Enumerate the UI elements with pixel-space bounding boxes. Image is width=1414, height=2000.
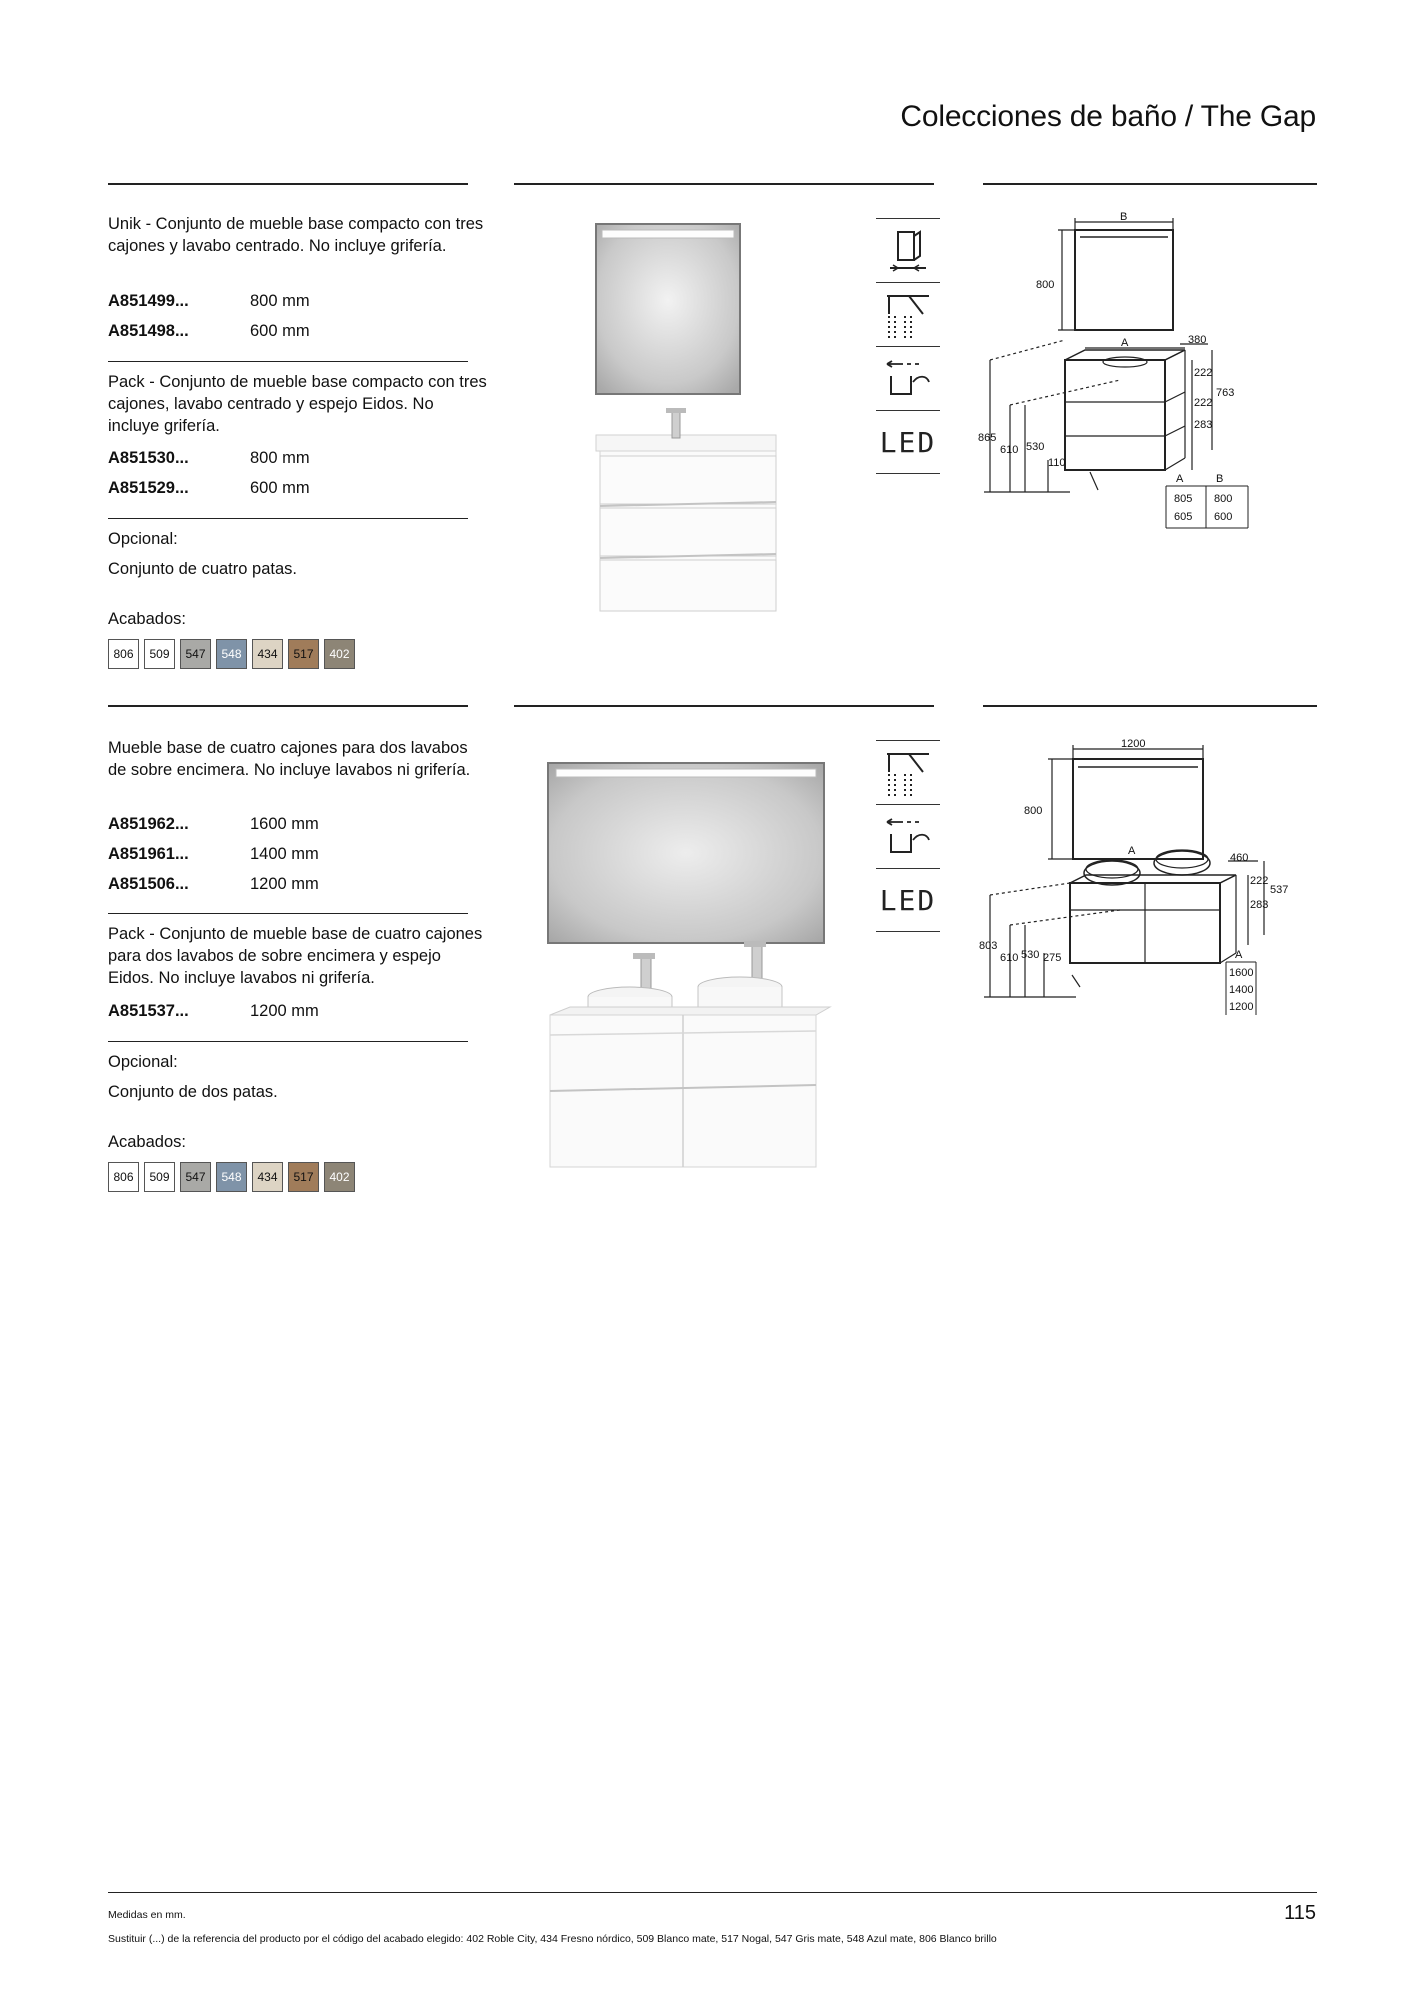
footer-divider bbox=[108, 1892, 1317, 1893]
divider bbox=[108, 705, 468, 707]
product-size: 1200 mm bbox=[250, 1002, 319, 1020]
product-size: 800 mm bbox=[250, 449, 310, 467]
optional-label: Opcional: bbox=[108, 1053, 178, 1071]
technical-drawing bbox=[980, 210, 1290, 540]
finish-swatch[interactable] bbox=[288, 1162, 319, 1192]
product-size: 1400 mm bbox=[250, 845, 319, 863]
svg-text:1600: 1600 bbox=[1229, 967, 1254, 979]
dim-label: 530 bbox=[1021, 949, 1040, 961]
product-ref-row bbox=[108, 320, 310, 342]
finish-swatch[interactable] bbox=[216, 639, 247, 669]
svg-text:805: 805 bbox=[1174, 493, 1193, 505]
finish-swatches bbox=[108, 1162, 355, 1192]
finishes-label: Acabados: bbox=[108, 610, 186, 628]
product-size: 1200 mm bbox=[250, 875, 319, 893]
divider bbox=[108, 518, 468, 519]
svg-text:1200: 1200 bbox=[1229, 1001, 1254, 1013]
dimension-drawers-icon bbox=[876, 740, 940, 804]
product-code: A851962... bbox=[108, 815, 189, 833]
product-photo bbox=[560, 210, 860, 640]
technical-drawing bbox=[980, 735, 1290, 1015]
product-description: Mueble base de cuatro cajones para dos lavabos de sobre encimera. No incluye lavabos ni grifería. bbox=[108, 739, 471, 779]
mirror-led-strip bbox=[602, 230, 734, 238]
mirror bbox=[548, 763, 824, 943]
finish-swatch[interactable] bbox=[144, 1162, 175, 1192]
product-size: 1600 mm bbox=[250, 815, 319, 833]
product-ref-row bbox=[108, 843, 319, 865]
svg-text:A: A bbox=[1235, 949, 1243, 961]
finish-code: 548 bbox=[221, 1170, 242, 1184]
dim-label: 610 bbox=[1000, 444, 1019, 456]
finish-code: 806 bbox=[113, 1170, 134, 1184]
dim-label: 380 bbox=[1188, 334, 1207, 346]
dim-label: 283 bbox=[1194, 419, 1213, 431]
divider bbox=[108, 361, 468, 362]
dim-label: A bbox=[1128, 845, 1136, 857]
led-label: LED bbox=[879, 425, 937, 459]
led-icon bbox=[876, 410, 940, 474]
product-code: A851537... bbox=[108, 1002, 189, 1020]
finish-swatch[interactable] bbox=[252, 1162, 283, 1192]
product-ref-row bbox=[108, 873, 319, 895]
optional-text: Conjunto de cuatro patas. bbox=[108, 560, 297, 578]
finishes-label: Acabados: bbox=[108, 1133, 186, 1151]
drawer-pull-icon bbox=[876, 804, 940, 868]
finish-swatch[interactable] bbox=[180, 639, 211, 669]
product-code: A851498... bbox=[108, 322, 189, 340]
dim-label: 763 bbox=[1216, 387, 1235, 399]
divider bbox=[983, 705, 1317, 707]
dim-label: 222 bbox=[1250, 875, 1269, 887]
divider bbox=[514, 705, 934, 707]
mirror-led-strip bbox=[556, 769, 816, 777]
page-number: 115 bbox=[1284, 1902, 1316, 1924]
finish-swatch[interactable] bbox=[324, 1162, 355, 1192]
finish-swatch[interactable] bbox=[252, 639, 283, 669]
drawer-pull-icon bbox=[876, 346, 940, 410]
product-description: Pack - Conjunto de mueble base de cuatro cajones para dos lavabos de sobre encimera y espejo Eidos. No incluye lavabos ni grifería. bbox=[108, 925, 483, 987]
svg-text:800: 800 bbox=[1214, 493, 1233, 505]
dimension-drawers-icon bbox=[876, 282, 940, 346]
dim-label: 460 bbox=[1230, 852, 1249, 864]
product-ref-row bbox=[108, 290, 310, 312]
divider bbox=[108, 913, 468, 914]
product-ref-row bbox=[108, 1000, 319, 1022]
led-label: LED bbox=[879, 883, 937, 917]
finish-swatch[interactable] bbox=[216, 1162, 247, 1192]
led-icon bbox=[876, 868, 940, 932]
finish-code: 434 bbox=[257, 647, 278, 661]
finish-code: 548 bbox=[221, 647, 242, 661]
dimension-table bbox=[1226, 949, 1256, 1015]
wall-mount-icon bbox=[876, 218, 940, 282]
finish-code: 402 bbox=[329, 647, 350, 661]
svg-text:A: A bbox=[1176, 473, 1184, 485]
dim-label: 530 bbox=[1026, 441, 1045, 453]
product-ref-row bbox=[108, 447, 310, 469]
dim-label: 222 bbox=[1194, 367, 1213, 379]
product-description: Unik - Conjunto de mueble base compacto con tres cajones y lavabo centrado. No incluye grifería. bbox=[108, 215, 484, 255]
optional-text: Conjunto de dos patas. bbox=[108, 1083, 278, 1101]
footer-note: Medidas en mm. bbox=[108, 1909, 186, 1921]
svg-text:1400: 1400 bbox=[1229, 984, 1254, 996]
finish-swatch[interactable] bbox=[144, 639, 175, 669]
finish-code: 434 bbox=[257, 1170, 278, 1184]
svg-text:B: B bbox=[1216, 473, 1224, 485]
divider bbox=[108, 1041, 468, 1042]
finish-code: 509 bbox=[149, 1170, 170, 1184]
dim-label: 1200 bbox=[1121, 738, 1146, 750]
finish-swatch[interactable] bbox=[324, 639, 355, 669]
dim-label: 610 bbox=[1000, 952, 1019, 964]
finish-swatches bbox=[108, 639, 355, 669]
dim-label: 800 bbox=[1024, 805, 1043, 817]
product-size: 800 mm bbox=[250, 292, 310, 310]
mirror bbox=[596, 224, 740, 394]
product-code: A851499... bbox=[108, 292, 189, 310]
page-title: Colecciones de baño / The Gap bbox=[900, 100, 1316, 133]
dim-label: B bbox=[1120, 211, 1128, 223]
finish-code: 806 bbox=[113, 647, 134, 661]
finish-code: 547 bbox=[185, 647, 206, 661]
divider bbox=[983, 183, 1317, 185]
finish-swatch[interactable] bbox=[180, 1162, 211, 1192]
dimension-table bbox=[1166, 473, 1248, 528]
finish-code: 517 bbox=[293, 1170, 314, 1184]
dim-label: 800 bbox=[1036, 279, 1055, 291]
product-code: A851961... bbox=[108, 845, 189, 863]
finish-swatch[interactable] bbox=[108, 1162, 139, 1192]
product-code: A851506... bbox=[108, 875, 189, 893]
svg-text:600: 600 bbox=[1214, 511, 1233, 523]
dim-label: 275 bbox=[1043, 952, 1062, 964]
dim-label: A bbox=[1121, 337, 1129, 349]
dim-label: 110 bbox=[1048, 457, 1066, 469]
product-size: 600 mm bbox=[250, 322, 310, 340]
optional-label: Opcional: bbox=[108, 530, 178, 548]
feature-icons bbox=[876, 740, 940, 932]
product-code: A851529... bbox=[108, 479, 189, 497]
dim-label: 803 bbox=[979, 940, 998, 952]
finish-code: 517 bbox=[293, 647, 314, 661]
dim-label: 865 bbox=[978, 432, 997, 444]
faucet bbox=[672, 410, 680, 438]
finish-swatch[interactable] bbox=[288, 639, 319, 669]
divider bbox=[514, 183, 934, 185]
product-description: Pack - Conjunto de mueble base compacto con tres cajones, lavabo centrado y espejo Eidos. No incluye grifería. bbox=[108, 373, 487, 435]
product-ref-row bbox=[108, 477, 310, 499]
product-code: A851530... bbox=[108, 449, 189, 467]
finish-code: 402 bbox=[329, 1170, 350, 1184]
dim-label: 283 bbox=[1250, 899, 1269, 911]
product-size: 600 mm bbox=[250, 479, 310, 497]
finish-swatch[interactable] bbox=[108, 639, 139, 669]
product-ref-row bbox=[108, 813, 319, 835]
svg-text:605: 605 bbox=[1174, 511, 1193, 523]
finish-code: 547 bbox=[185, 1170, 206, 1184]
dim-label: 222 bbox=[1194, 397, 1213, 409]
feature-icons bbox=[876, 218, 940, 474]
finish-code: 509 bbox=[149, 647, 170, 661]
footer-note: Sustituir (...) de la referencia del producto por el código del acabado elegido: 402 Roble City, 434 Fresno nórdico, 509 Blanco mate, 517 Nogal, 547 Gris mate, 548 Azul mate, 806 Blanco brillo bbox=[108, 1933, 997, 1945]
dim-label: 537 bbox=[1270, 884, 1289, 896]
divider bbox=[108, 183, 468, 185]
product-photo bbox=[540, 745, 860, 1175]
